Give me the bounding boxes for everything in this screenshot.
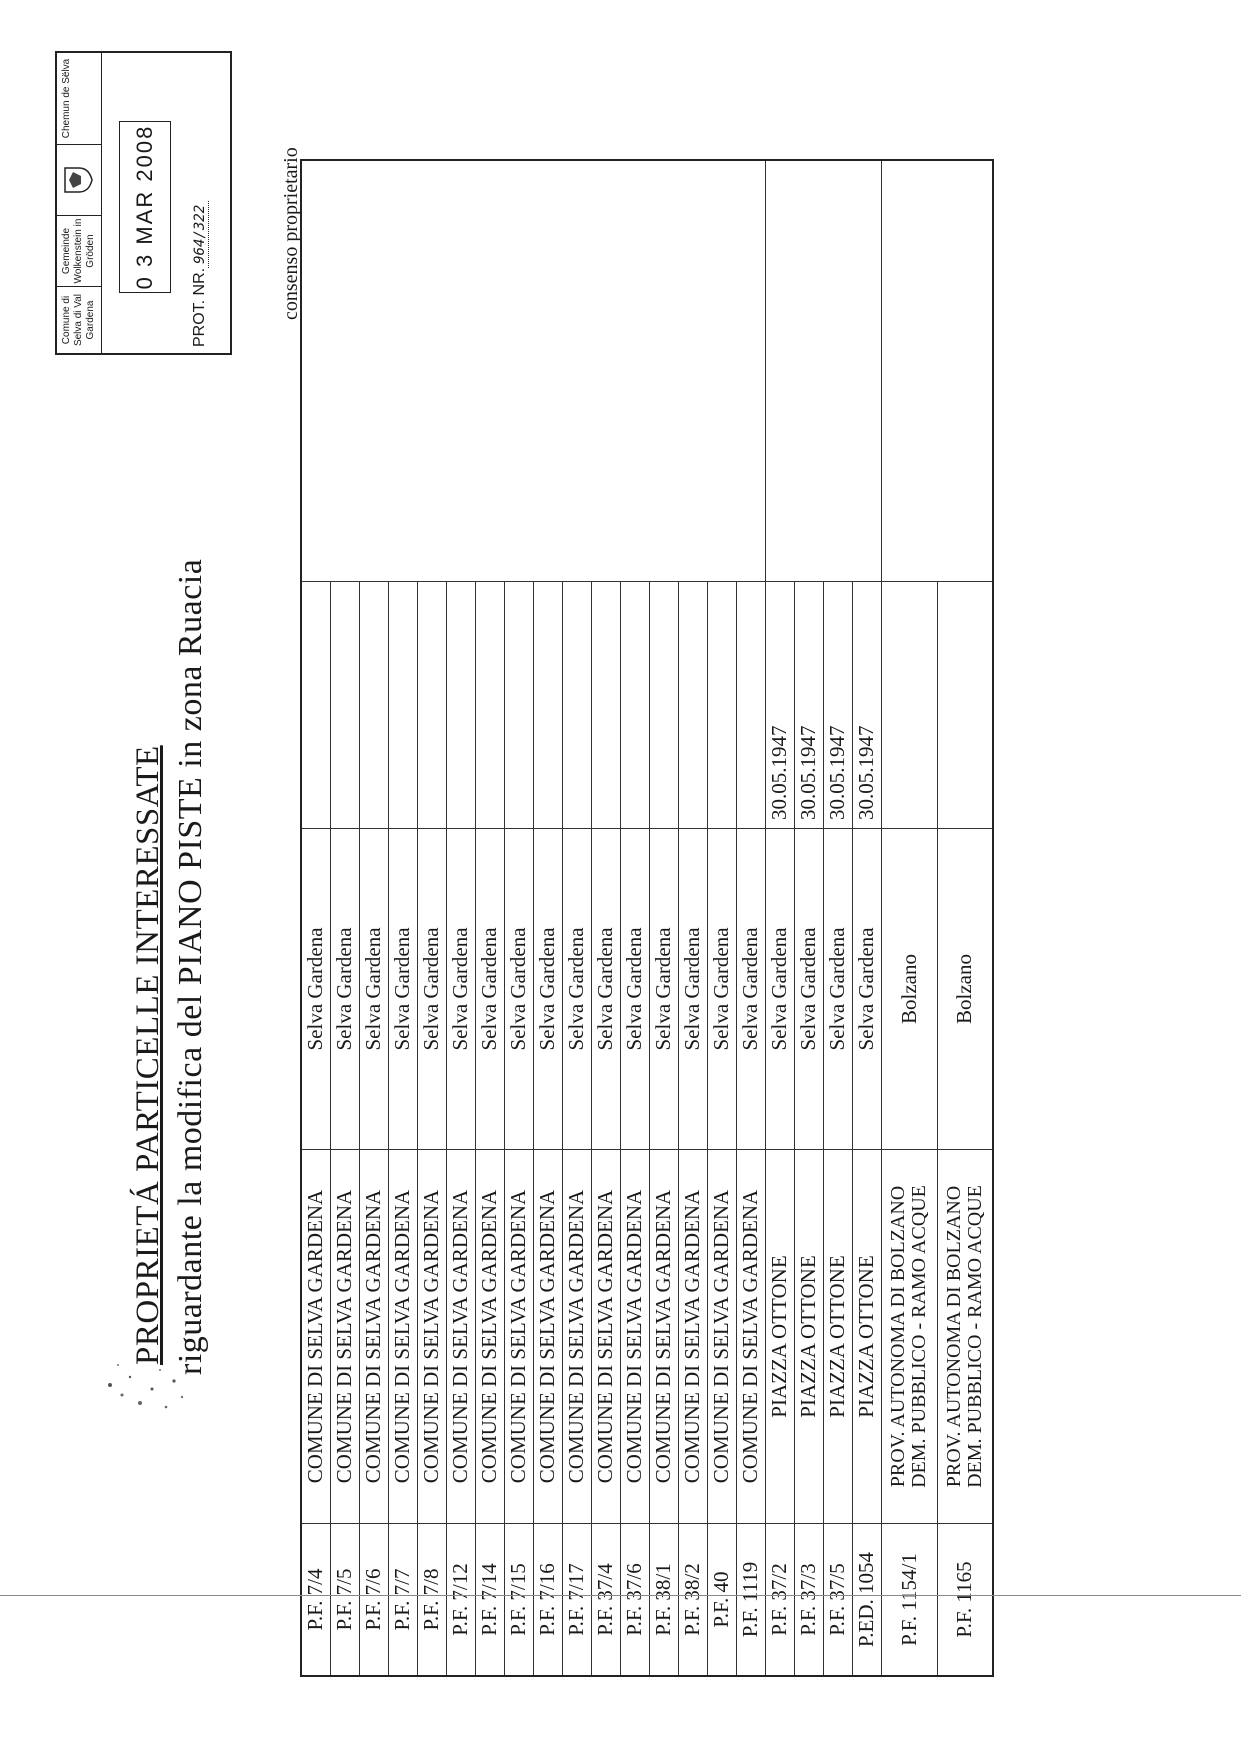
date-cell <box>533 582 562 829</box>
owner-cell <box>475 1150 504 1524</box>
owner-name: COMUNE DI SELVA GARDENA <box>622 1189 646 1484</box>
location-cell: Selva Gardena <box>330 829 359 1150</box>
stamp-protocol-number: 964/322 <box>192 201 209 268</box>
date-cell <box>562 582 591 829</box>
parcel-id: P.F. 1119 <box>736 1524 765 1677</box>
date-cell <box>446 582 475 829</box>
document-subtitle: riguardante la modifica del PIANO PISTE in zona Ruacia <box>172 558 209 1375</box>
owner-cell <box>852 1150 881 1524</box>
owner-name: COMUNE DI SELVA GARDENA <box>680 1189 704 1484</box>
location-cell: Selva Gardena <box>533 829 562 1150</box>
parcel-id: P.F. 37/3 <box>794 1524 823 1677</box>
location-cell: Selva Gardena <box>620 829 649 1150</box>
date-cell <box>475 582 504 829</box>
date-cell: 30.05.1947 <box>823 582 852 829</box>
date-cell <box>359 582 388 829</box>
date-cell: 30.05.1947 <box>852 582 881 829</box>
date-cell <box>591 582 620 829</box>
table-row <box>881 160 937 1676</box>
owner-name: COMUNE DI SELVA GARDENA <box>564 1189 588 1484</box>
owner-name: COMUNE DI SELVA GARDENA <box>709 1189 733 1484</box>
location-cell: Selva Gardena <box>562 829 591 1150</box>
location-cell: Selva Gardena <box>852 829 881 1150</box>
date-cell <box>620 582 649 829</box>
owner-cell <box>591 1150 620 1524</box>
owner-name: COMUNE DI SELVA GARDENA <box>651 1189 675 1484</box>
parcel-id: P.F. 38/1 <box>649 1524 678 1677</box>
parcel-id: P.F. 7/14 <box>475 1524 504 1677</box>
location-cell: Selva Gardena <box>649 829 678 1150</box>
consent-cell <box>765 160 881 582</box>
location-cell: Bolzano <box>937 829 993 1150</box>
stamp-comune-label: Comune di Selva di Val Gardena <box>57 286 101 353</box>
parcel-id: P.F. 7/17 <box>562 1524 591 1677</box>
owner-cell <box>446 1150 475 1524</box>
parcel-id: P.F. 38/2 <box>678 1524 707 1677</box>
date-cell <box>301 582 330 829</box>
location-cell: Selva Gardena <box>475 829 504 1150</box>
owner-name: COMUNE DI SELVA GARDENA <box>361 1189 385 1484</box>
parcel-id: P.F. 7/16 <box>533 1524 562 1677</box>
owner-name: COMUNE DI SELVA GARDENA <box>593 1189 617 1484</box>
date-cell <box>937 582 993 829</box>
owner-cell <box>533 1150 562 1524</box>
owner-cell <box>504 1150 533 1524</box>
parcel-id: P.F. 7/12 <box>446 1524 475 1677</box>
owner-cell <box>707 1150 736 1524</box>
owner-cell <box>881 1150 937 1524</box>
parcel-id: P.ED. 1054 <box>852 1524 881 1677</box>
location-cell: Selva Gardena <box>678 829 707 1150</box>
location-cell: Selva Gardena <box>359 829 388 1150</box>
owner-name: PIAZZA OTTONE <box>796 1255 820 1418</box>
owner-cell <box>649 1150 678 1524</box>
owner-cell <box>359 1150 388 1524</box>
owner-cell <box>620 1150 649 1524</box>
owner-cell <box>301 1150 330 1524</box>
owner-name: COMUNE DI SELVA GARDENA <box>419 1189 443 1484</box>
parcel-id: P.F. 7/7 <box>388 1524 417 1677</box>
location-cell: Selva Gardena <box>417 829 446 1150</box>
date-cell <box>417 582 446 829</box>
parcel-id: P.F. 37/4 <box>591 1524 620 1677</box>
owner-cell <box>330 1150 359 1524</box>
location-cell: Selva Gardena <box>794 829 823 1150</box>
document-title: PROPRIETÁ PARTICELLE INTERESSATE <box>130 745 166 1365</box>
stamp-protocol <box>191 201 209 347</box>
date-cell: 30.05.1947 <box>765 582 794 829</box>
stamp-chemun-label: Chemun de Sëlva <box>61 58 72 139</box>
owner-name: COMUNE DI SELVA GARDENA <box>506 1189 530 1484</box>
parcels-table <box>300 159 994 1677</box>
location-cell: Selva Gardena <box>446 829 475 1150</box>
location-cell: Bolzano <box>881 829 937 1150</box>
parcel-id: P.F. 7/15 <box>504 1524 533 1677</box>
owner-name: DEM. PUBBLICO - RAMO ACQUE <box>963 1185 986 1488</box>
parcel-id: P.F. 37/5 <box>823 1524 852 1677</box>
parcel-id: P.F. 37/2 <box>765 1524 794 1677</box>
protocol-stamp <box>55 51 232 355</box>
owner-cell <box>937 1150 993 1524</box>
owner-cell <box>794 1150 823 1524</box>
location-cell: Selva Gardena <box>736 829 765 1150</box>
owner-cell <box>765 1150 794 1524</box>
owner-cell <box>417 1150 446 1524</box>
date-cell <box>678 582 707 829</box>
owner-name: PROV. AUTONOMA DI BOLZANO <box>942 1185 965 1488</box>
owner-name: COMUNE DI SELVA GARDENA <box>477 1189 501 1484</box>
owner-name: PIAZZA OTTONE <box>825 1255 849 1418</box>
owner-cell <box>388 1150 417 1524</box>
stamp-date: 0 3 MAR 2008 <box>119 121 171 293</box>
owner-name: COMUNE DI SELVA GARDENA <box>332 1189 356 1484</box>
date-cell <box>649 582 678 829</box>
parcel-id: P.F. 37/6 <box>620 1524 649 1677</box>
date-cell <box>736 582 765 829</box>
location-cell: Selva Gardena <box>301 829 330 1150</box>
parcel-id: P.F. 1154/1 <box>881 1524 937 1677</box>
owner-name: COMUNE DI SELVA GARDENA <box>535 1189 559 1484</box>
owner-cell <box>823 1150 852 1524</box>
stamp-gemeinde-label: Gemeinde Wolkenstein in Gröden <box>57 215 101 286</box>
location-cell: Selva Gardena <box>707 829 736 1150</box>
date-cell: 30.05.1947 <box>794 582 823 829</box>
consent-cell <box>301 160 765 582</box>
location-cell: Selva Gardena <box>823 829 852 1150</box>
owner-name: PIAZZA OTTONE <box>767 1255 791 1418</box>
location-cell: Selva Gardena <box>591 829 620 1150</box>
date-cell <box>707 582 736 829</box>
table-row <box>301 160 330 1676</box>
owner-name: PIAZZA OTTONE <box>854 1255 878 1418</box>
date-cell <box>388 582 417 829</box>
owner-name: PROV. AUTONOMA DI BOLZANO <box>887 1185 909 1488</box>
owner-name: COMUNE DI SELVA GARDENA <box>303 1189 328 1484</box>
owner-cell <box>678 1150 707 1524</box>
owner-name: DEM. PUBBLICO - RAMO ACQUE <box>908 1185 930 1488</box>
parcel-id: P.F. 7/8 <box>417 1524 446 1677</box>
consenso-header: consenso proprietario <box>280 147 302 320</box>
parcel-id: P.F. 1165 <box>937 1524 993 1677</box>
date-cell <box>330 582 359 829</box>
parcel-id: P.F. 7/5 <box>330 1524 359 1677</box>
location-cell: Selva Gardena <box>765 829 794 1150</box>
owner-name: COMUNE DI SELVA GARDENA <box>448 1189 472 1484</box>
parcel-id: P.F. 40 <box>707 1524 736 1677</box>
owner-name: COMUNE DI SELVA GARDENA <box>390 1189 414 1484</box>
owner-cell <box>736 1150 765 1524</box>
stamp-protocol-label: PROT. NR. <box>191 267 208 347</box>
location-cell: Selva Gardena <box>504 829 533 1150</box>
consent-cell <box>881 160 993 582</box>
parcel-id: P.F. 7/6 <box>359 1524 388 1677</box>
date-cell <box>504 582 533 829</box>
table-row <box>765 160 794 1676</box>
date-cell <box>881 582 937 829</box>
owner-name: COMUNE DI SELVA GARDENA <box>738 1189 762 1484</box>
location-cell: Selva Gardena <box>388 829 417 1150</box>
parcel-id: P.F. 7/4 <box>301 1524 330 1677</box>
page-bottom-rule <box>0 1595 1241 1596</box>
owner-cell <box>562 1150 591 1524</box>
coat-of-arms-icon <box>57 144 101 215</box>
